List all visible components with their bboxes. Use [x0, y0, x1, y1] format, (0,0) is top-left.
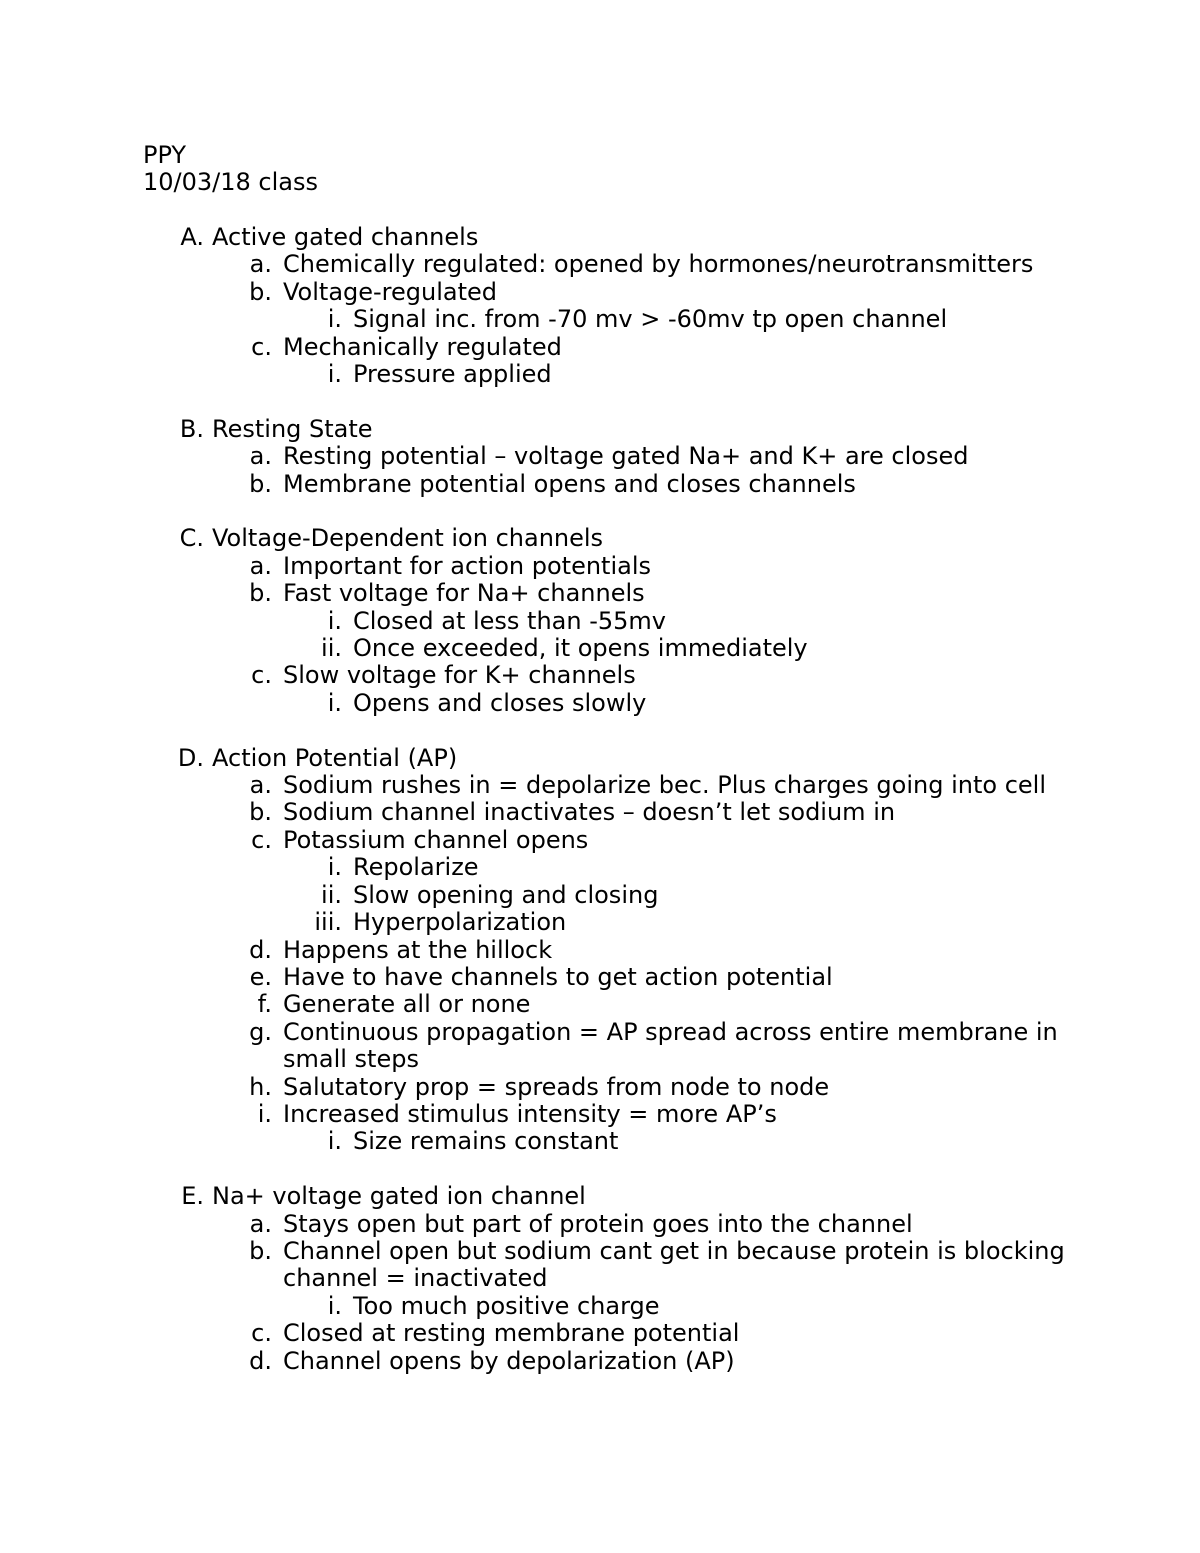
- item-text: Mechanically regulated: [283, 332, 562, 361]
- item-text: Active gated channels: [212, 223, 479, 251]
- list-marker: c.: [251, 1319, 272, 1348]
- section-spacer: [0, 498, 1200, 525]
- item-text: Stays open but part of protein goes into the channel: [283, 1209, 913, 1238]
- list-marker: i.: [327, 606, 342, 635]
- section-spacer: [0, 1156, 1200, 1183]
- item-text: Sodium channel inactivates – doesn’t let sodium in: [283, 798, 896, 827]
- outline-item-continuation: [0, 1046, 1200, 1073]
- outline-item: [0, 1348, 1200, 1375]
- list-marker: c.: [251, 332, 272, 361]
- list-marker: c.: [251, 661, 272, 690]
- item-text: Potassium channel opens: [283, 825, 589, 854]
- outline-item-continuation: [0, 1265, 1200, 1292]
- item-text: small steps: [283, 1045, 419, 1074]
- outline-item: [0, 827, 1200, 854]
- item-text: Fast voltage for Na+ channels: [283, 579, 645, 608]
- item-text: Pressure applied: [353, 360, 552, 389]
- item-text: Important for action potentials: [283, 551, 652, 580]
- outline-section-heading: [0, 745, 1200, 772]
- list-marker: b.: [249, 579, 272, 608]
- list-marker: i.: [327, 688, 342, 717]
- list-marker: d.: [249, 935, 272, 964]
- outline-section-heading: [0, 1183, 1200, 1210]
- outline-item: [0, 964, 1200, 991]
- outline-item: [0, 334, 1200, 361]
- list-marker: i.: [327, 1291, 342, 1320]
- item-text: Slow opening and closing: [353, 880, 659, 909]
- item-text: Generate all or none: [283, 990, 531, 1019]
- item-text: Slow voltage for K+ channels: [283, 661, 636, 690]
- list-marker: e.: [249, 962, 272, 991]
- item-text: Increased stimulus intensity = more AP’s: [283, 1099, 777, 1128]
- outline-item: [0, 279, 1200, 306]
- item-text: Action Potential (AP): [212, 743, 458, 772]
- outline-item: [0, 471, 1200, 498]
- outline-item: [0, 1293, 1200, 1320]
- outline-item: [0, 1211, 1200, 1238]
- list-marker: g.: [249, 1017, 272, 1046]
- list-marker: b.: [249, 277, 272, 306]
- item-text: Channel opens by depolarization (AP): [283, 1346, 735, 1375]
- list-marker: h.: [249, 1072, 272, 1101]
- item-text: Size remains constant: [353, 1127, 619, 1156]
- list-marker: ii.: [321, 634, 342, 663]
- list-marker: C.: [179, 524, 204, 553]
- outline-item: [0, 1019, 1200, 1046]
- outline-item: [0, 580, 1200, 607]
- item-text: Membrane potential opens and closes channels: [283, 469, 856, 498]
- outline-item: [0, 799, 1200, 826]
- outline-item: [0, 882, 1200, 909]
- item-text: Na+ voltage gated ion channel: [212, 1182, 586, 1211]
- item-text: Resting potential – voltage gated Na+ and K+ are closed: [283, 442, 969, 471]
- item-text: Channel open but sodium cant get in because protein is blocking: [283, 1236, 1065, 1265]
- item-text: Signal inc. from -70 mv > -60mv tp open channel: [353, 305, 948, 334]
- list-marker: a.: [249, 551, 272, 580]
- list-marker: a.: [249, 250, 272, 279]
- item-text: Sodium rushes in = depolarize bec. Plus charges going into cell: [283, 771, 1046, 800]
- item-text: Closed at less than -55mv: [353, 606, 667, 635]
- list-marker: i.: [327, 360, 342, 389]
- item-text: Chemically regulated: opened by hormones/neurotransmitters: [283, 250, 1034, 279]
- section-spacer: [0, 388, 1200, 415]
- list-marker: i.: [257, 1099, 272, 1128]
- item-text: Continuous propagation = AP spread across entire membrane in: [283, 1017, 1058, 1046]
- outline-item: [0, 608, 1200, 635]
- course-code: PPY: [143, 141, 187, 169]
- outline-item: [0, 306, 1200, 333]
- list-marker: c.: [251, 825, 272, 854]
- list-marker: b.: [249, 798, 272, 827]
- outline-item: [0, 690, 1200, 717]
- outline-item: [0, 854, 1200, 881]
- outline-item: [0, 443, 1200, 470]
- item-text: Once exceeded, it opens immediately: [353, 634, 808, 663]
- list-marker: i.: [327, 1127, 342, 1156]
- item-text: Too much positive charge: [353, 1291, 660, 1320]
- list-marker: b.: [249, 1236, 272, 1265]
- item-text: channel = inactivated: [283, 1264, 548, 1293]
- outline-item: [0, 553, 1200, 580]
- outline-item: [0, 361, 1200, 388]
- item-text: Repolarize: [353, 853, 479, 882]
- outline-section-heading: [0, 525, 1200, 552]
- list-marker: B.: [179, 414, 204, 443]
- notes-outline: [0, 224, 1200, 1375]
- class-date: 10/03/18 class: [143, 168, 318, 197]
- item-text: Voltage-regulated: [283, 277, 498, 306]
- list-marker: D.: [177, 743, 204, 772]
- list-marker: a.: [249, 771, 272, 800]
- item-text: Happens at the hillock: [283, 935, 553, 964]
- list-marker: b.: [249, 469, 272, 498]
- item-text: Opens and closes slowly: [353, 688, 647, 717]
- document-header: [143, 142, 318, 197]
- list-marker: a.: [249, 1209, 272, 1238]
- item-text: Salutatory prop = spreads from node to node: [283, 1072, 830, 1101]
- outline-item: [0, 1074, 1200, 1101]
- list-marker: a.: [249, 442, 272, 471]
- outline-item: [0, 772, 1200, 799]
- outline-item: [0, 635, 1200, 662]
- list-marker: d.: [249, 1346, 272, 1375]
- item-text: Have to have channels to get action potential: [283, 962, 833, 991]
- list-marker: f.: [257, 990, 272, 1019]
- outline-item: [0, 991, 1200, 1018]
- list-marker: E.: [181, 1182, 204, 1211]
- outline-item: [0, 1128, 1200, 1155]
- outline-item: [0, 937, 1200, 964]
- list-marker: ii.: [321, 880, 342, 909]
- outline-item: [0, 251, 1200, 278]
- outline-section-heading: [0, 416, 1200, 443]
- outline-item: [0, 1320, 1200, 1347]
- section-spacer: [0, 717, 1200, 744]
- outline-item: [0, 1101, 1200, 1128]
- item-text: Voltage-Dependent ion channels: [212, 524, 604, 553]
- item-text: Hyperpolarization: [353, 908, 567, 937]
- list-marker: iii.: [314, 908, 342, 937]
- outline-item: [0, 662, 1200, 689]
- outline-section-heading: [0, 224, 1200, 251]
- list-marker: i.: [327, 305, 342, 334]
- list-marker: A.: [180, 223, 204, 251]
- outline-item: [0, 1238, 1200, 1265]
- item-text: Resting State: [212, 414, 373, 443]
- outline-item: [0, 909, 1200, 936]
- list-marker: i.: [327, 853, 342, 882]
- item-text: Closed at resting membrane potential: [283, 1319, 740, 1348]
